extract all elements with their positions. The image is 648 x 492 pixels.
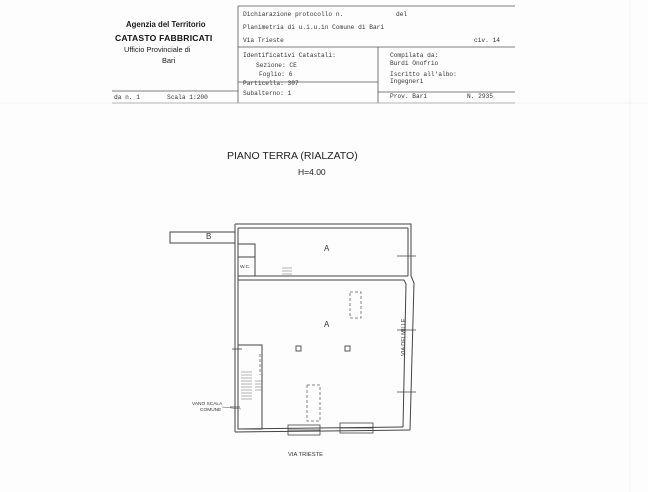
compiler-label: Compilata da: <box>390 52 439 59</box>
cadastral-title: Identificativi Catastali: <box>243 52 336 59</box>
registration-number: N. 2935 <box>467 93 493 100</box>
street-label: Via Trieste <box>243 37 284 44</box>
province-label: Prov. Bari <box>390 93 428 100</box>
floorplan-label: Planimetria di u.i.u.in Comune di Bari <box>243 24 385 31</box>
register-value: Ingegneri <box>390 78 424 85</box>
register-label: Iscritto all'albo: <box>390 71 457 78</box>
cadastral-sheet: Foglio: 6 <box>259 71 293 78</box>
room-b-corridor <box>170 232 235 243</box>
office-provincial: Ufficio Provinciale di <box>124 45 191 54</box>
dashed-opening-upper <box>350 292 361 318</box>
cadastral-subunit: Subalterno: 1 <box>243 90 292 97</box>
office-city: Bari <box>162 56 176 65</box>
declaration-label: Dichiarazione protocollo n. <box>243 11 344 18</box>
wc-room <box>238 244 255 276</box>
pillar-left <box>296 346 301 351</box>
office-registry: CATASTO FABBRICATI <box>115 33 213 43</box>
cadastral-section: Sezione: CE <box>256 62 297 69</box>
street-right-label: VIA DEI MILLE <box>401 318 407 356</box>
pillar-right <box>345 346 350 351</box>
plan-title: PIANO TERRA (RIALZATO) <box>227 150 358 162</box>
compiler-name: Burdi Onofrio <box>390 60 439 67</box>
scale-label: Scala 1:200 <box>167 94 208 101</box>
office-agency: Agenzia del Territorio <box>126 20 206 29</box>
room-a-main-label: A <box>324 320 330 329</box>
civic-number: civ. 14 <box>474 37 500 44</box>
sheet-number: da n. 1 <box>114 94 140 101</box>
dashed-opening-lower <box>307 385 320 421</box>
room-a-top-label: A <box>324 244 330 253</box>
declaration-del: del <box>396 11 408 18</box>
cadastral-parcel: Particella: 307 <box>243 80 299 87</box>
stairwell-label-line1: VANO SCALA <box>192 402 223 407</box>
wc-label: W.C. <box>240 265 251 270</box>
room-b-label: B <box>206 232 212 241</box>
plan-height: H=4.00 <box>298 167 326 177</box>
stairwell-label-line2: COMUNE <box>200 408 222 413</box>
street-bottom-label: VIA TRIESTE <box>288 452 324 458</box>
